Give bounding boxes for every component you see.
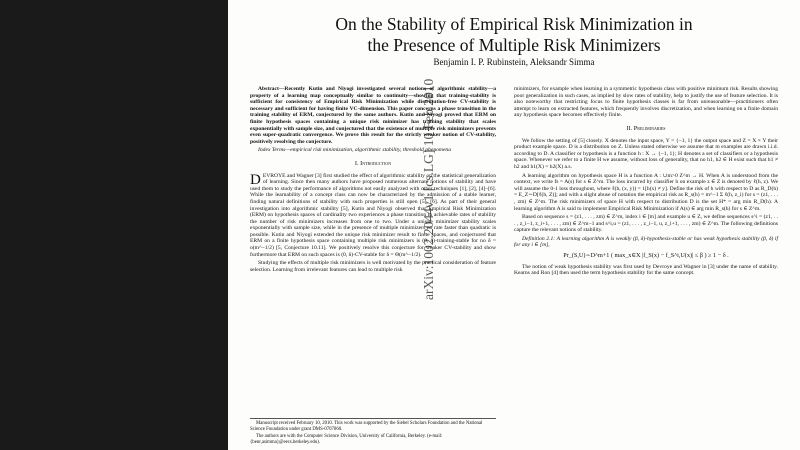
index-terms: Index Terms—empirical risk minimization, algorithmic stability, threshold phenomena: [258, 147, 452, 154]
dropcap: D: [250, 171, 261, 188]
prelim-paragraph-4: The notion of weak hypothesis stability was first used by Devroye and Wagner in [3] under the name of stability. Kearns and Ron [4] then used the term hypothesis stability for the same concept.: [514, 263, 778, 277]
title-line-2: the Presence of Multiple Risk Minimizers: [367, 35, 661, 55]
equation-weak-hypothesis-stability: Pr_(S,U)∼D^m+1 ( max_x∈X |f_S(x) − f_S^i,U(x)| ≤ β ) ≥ 1 − δ .: [563, 252, 729, 260]
section-heading-preliminaries: II. Preliminaries: [626, 124, 666, 132]
prelim-paragraph-2: A learning algorithm on hypothesis space H is a function A : ∪m>0 Z^m → H. When A is understood from the context, we write fs = A(s) for s ∈ Z^m. The loss incurred by classifier h on example z ∈ Z is denoted by ℓ(h, z). We will assume the 0-1 loss throughout, where ℓ(h, (x, y)) = 1[h(x) ≠ y]. Define the risk of h with respect to D as R_D(h) = E_Z∼D[ℓ(h, Z)]; and with a slight abuse of notation the empirical risk as R_s(h) = m^−1 Σ ℓ(h, z_i) for s = (z1, . . . , zm) ∈ Z^m. The risk minimizers of space H with respect to distribution D is the set H* = arg min R_D(h). A learning algorithm A is said to implement Empirical Risk Minimization if A(s) ∈ arg min R_s(h) for s ∈ Z^m.: [514, 172, 778, 212]
left-column: [250, 86, 496, 275]
definition-2-1: Definition 2.1: A learning algorithm A is weakly (β, δ)-hypothesis-stable or has weak hypothesis stability (β, δ) if for any i ∈ [m],: [514, 235, 778, 249]
prelim-paragraph-3: Based on sequence s = (z1, . . . , zm) ∈ Z^m, index i ∈ [m] and example u ∈ Z, we define sequences s^i = (z1, . . . , z_i−1, z_i+1, . . . , zm) ∈ Z^m−1 and s^i,u = (z1, . . . , z_i−1, u, z_i+1, . . . , zm) ∈ Z^m. The following definitions capture the relevant notions of stability.: [514, 214, 778, 234]
footnote-manuscript: Manuscript received February 10, 2010. This work was supported by the Siebel Scholars Foundation and the National Science Foundation under grant DMS-0707060.: [250, 421, 483, 432]
prelim-paragraph-1: We follow the setting of [5] closely. X denotes the input space, Y = {−1, 1} the output space and Z = X × Y their product example space. D is a distribution on Z. Unless stated otherwise we assume that m examples are drawn i.i.d. according to D. A classifier or hypothesis is a function h : X → {−1, 1}; H denotes a set of classifiers or a hypothesis space. Whenever we refer to a finite H we assume, without loss of generality, that no h1, h2 ∈ H exist such that h1 ≠ h2 and h1(X) = h2(X) a.s.: [514, 137, 778, 170]
intro-continued-paragraph: minimizers, for example when learning in a symmetric hypothesis class with positive minimum risk. Results showing poor generalization in such cases, as implied by slow rates of stability, help to justify the use of feature selection. It is also noteworthy that restricting focus to finite hypothesis classes is far from unreasonable—practitioners often attempt to learn on extracted features, which frequently involves discretization, and when learning on a finite domain any hypothesis space becomes effectively finite.: [514, 86, 778, 119]
footnote-block: [250, 418, 496, 447]
right-column: [514, 86, 778, 279]
paper-title: [228, 14, 800, 56]
paper-page: [228, 0, 800, 450]
title-line-1: On the Stability of Empirical Risk Minimization in: [335, 14, 693, 34]
author-list: Benjamin I. P. Rubinstein, Aleksandr Simma: [433, 57, 595, 67]
section-heading-introduction: I. Introduction: [354, 159, 392, 167]
abstract: Abstract—Recently Kutin and Niyogi investigated several notions of algorithmic stability—a property of a learning map conceptually similar to continuity—showing that training-stability is sufficient for consistency of Empirical Risk Minimization while distribution-free CV-stability is necessary and sufficient for having finite VC-dimension. This paper concerns a phase transition in the training stability of ERM, conjectured by the same authors. Kutin and Niyogi proved that ERM on finite hypothesis spaces containing a unique risk minimizer has training stability that scales exponentially with sample size, and conjectured that the existence of multiple risk minimizers prevents even super-quadratic convergence. We prove this result for the strictly weaker notion of CV-stability, positively resolving the conjecture.: [250, 86, 496, 145]
intro-paragraph-2: Studying the effects of multiple risk minimizers is well motivated by the practical consideration of feature selection. Learning from irrelevant features can lead to multiple risk: [250, 260, 496, 273]
intro-paragraph-1: DEVROYE and Wagner [3] first studied the effect of algorithmic stability on the statistical generalization of learning. Since then many authors have proposed numerous alternate notions of stability and have used them to study the performance of algorithms not easily analyzed with other techniques [1], [2], [4]–[6]. While the learnability of a concept class can now be characterized by the admission of a stable learner, finding natural definitions of stability with such properties is still open [5], [6]. As part of their general investigation into algorithmic stability [5], Kutin and Niyogi observed that Empirical Risk Minimization (ERM) on hypothesis spaces of cardinality two experiences a phase transition in achievable rates of stability the number of risk minimizers increases from one to two. Under a unique minimizer stability scales exponentially with sample size, while in the presence of multiple minimizers no rate faster than quadratic is possible. Kutin and Niyogi extended the unique risk minimizer result to finite spaces, and conjectured that ERM on a finite hypothesis space containing multiple risk minimizers is (0, δ)-training-stable for no δ = o(m^−1/2) [5, Conjecture 10.11]. We positively resolve this conjecture for weaker CV-stability and show furthermore that ERM on such spaces is (0, δ)-CV-stable for δ = Θ(m^−1/2).: [250, 171, 496, 258]
arxiv-stamp: arXiv:1002.2044v1 [cs.LG] 10 Feb 2010: [421, 78, 436, 300]
footnote-affiliation: The authors are with the Computer Science Division, University of California, Berkeley. (e-mail: {benr,asimma}@eecs.berkeley.edu).: [250, 434, 443, 445]
